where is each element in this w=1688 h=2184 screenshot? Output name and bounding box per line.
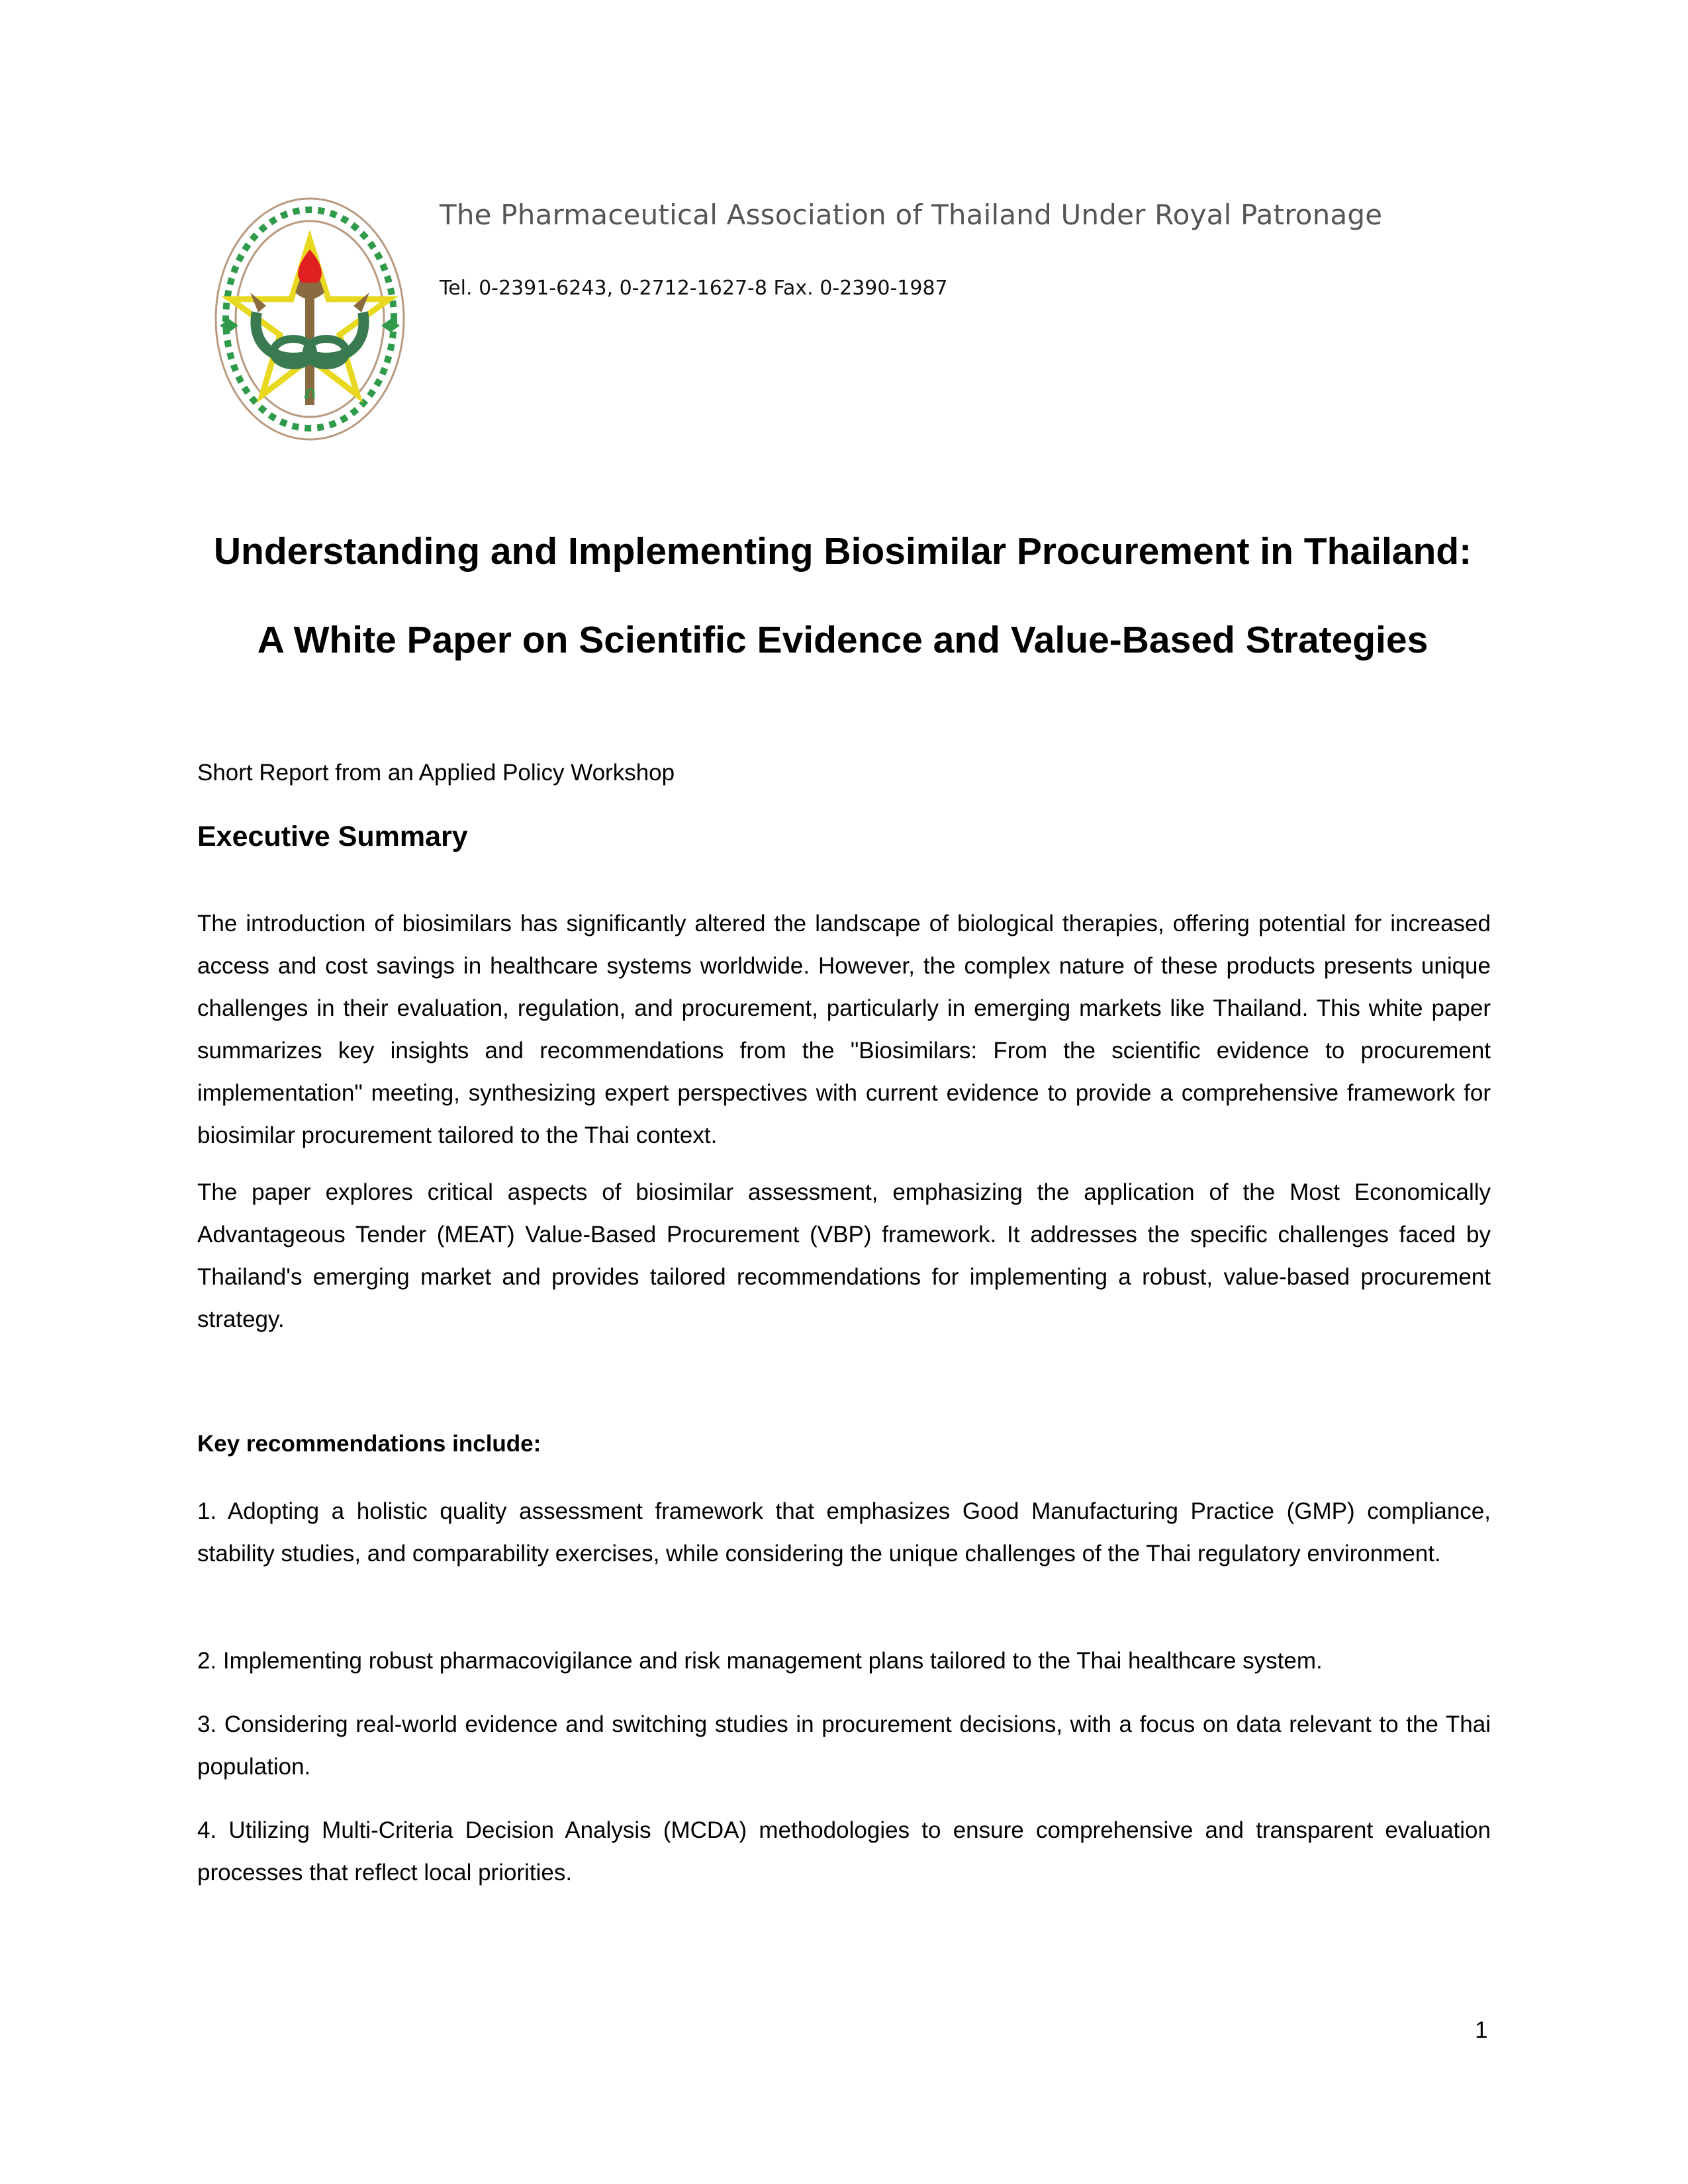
recommendations-heading: Key recommendations include: <box>197 1431 541 1457</box>
document-subtitle: Short Report from an Applied Policy Workshop <box>197 760 675 786</box>
recommendation-item: 1. Adopting a holistic quality assessment framework that emphasizes Good Manufacturing Practice (GMP) compliance, stability studies, and comparability exercises, while considering the unique challenges of the Thai regulatory environment. <box>197 1498 1491 1567</box>
svg-text:ภ: ภ <box>304 383 316 403</box>
executive-summary-heading: Executive Summary <box>197 821 468 852</box>
summary-paragraph: The introduction of biosimilars has significantly altered the landscape of biological therapies, offering potential for increased access and cost savings in healthcare systems worldwide. However, the complex nature of these products presents unique challenges in their evaluation, regulation, and procurement, particularly in emerging markets like Thailand. This white paper summarizes key insights and recommendations from the "Biosimilars: From the scientific evidence to procurement implementation" meeting, synthesizing expert perspectives with current evidence to provide a comprehensive framework for biosimilar procurement tailored to the Thai context. <box>197 911 1491 1148</box>
recommendation-item: 3. Considering real-world evidence and switching studies in procurement decisions, with a focus on data relevant to the Thai population. <box>197 1711 1491 1780</box>
document-title-line-1: Understanding and Implementing Biosimilar Procurement in Thailand: <box>213 530 1472 572</box>
recommendation-item: 2. Implementing robust pharmacovigilance and risk management plans tailored to the Thai healthcare system. <box>197 1648 1323 1674</box>
summary-paragraph: The paper explores critical aspects of biosimilar assessment, emphasizing the application of the Most Economically Advantageous Tender (MEAT) Value-Based Procurement (VBP) framework. It addresses the specific challenges faced by Thailand's emerging market and provides tailored recommendations for implementing a robust, value-based procurement strategy. <box>197 1179 1491 1332</box>
organization-name: The Pharmaceutical Association of Thailand Under Royal Patronage <box>440 199 1383 231</box>
contact-info: Tel. 0-2391-6243, 0-2712-1627-8 Fax. 0-2390-1987 <box>440 277 948 300</box>
page-number: 1 <box>1475 2017 1488 2043</box>
recommendation-item: 4. Utilizing Multi-Criteria Decision Analysis (MCDA) methodologies to ensure comprehensive and transparent evaluation processes that reflect local priorities. <box>197 1817 1491 1886</box>
association-seal-icon <box>211 193 409 445</box>
document-title-line-2: A White Paper on Scientific Evidence and Value-Based Strategies <box>257 619 1429 661</box>
